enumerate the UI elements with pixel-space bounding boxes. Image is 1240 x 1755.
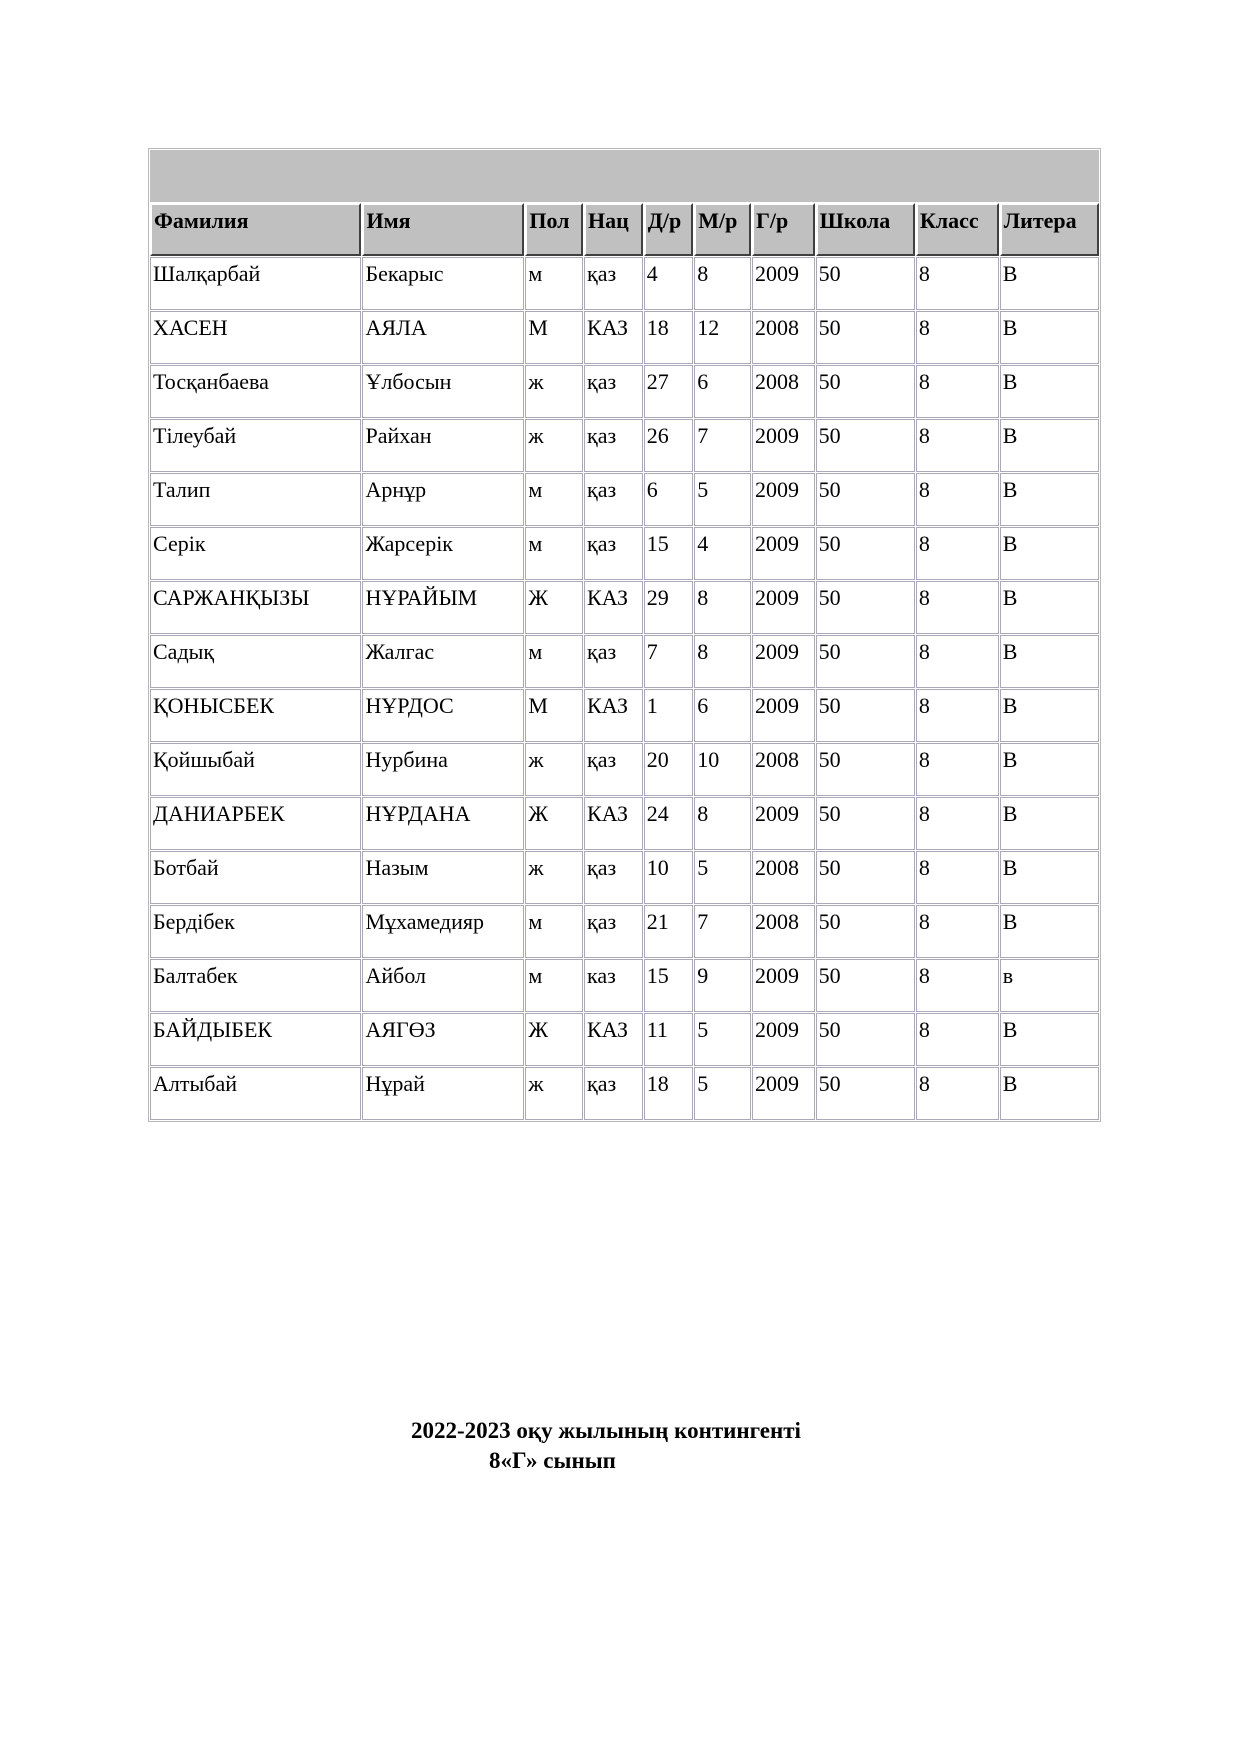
table-row [150,257,1099,310]
cell-letter: В [1000,257,1099,310]
cell-name: Райхан [362,419,524,472]
cell-birth-month: 9 [694,959,751,1012]
table-row [150,743,1099,796]
cell-name: Мұхамедияр [362,905,524,958]
cell-birth-year: 2008 [752,851,815,904]
title-bar-cell [150,150,1099,202]
cell-school: 50 [816,581,915,634]
cell-letter: В [1000,635,1099,688]
cell-letter: В [1000,689,1099,742]
cell-birth-day: 7 [644,635,694,688]
cell-birth-day: 15 [644,959,694,1012]
cell-nationality: қаз [584,527,643,580]
cell-class: 8 [916,527,999,580]
cell-name: НҰРДОС [362,689,524,742]
cell-letter: в [1000,959,1099,1012]
cell-gender: Ж [525,1013,583,1066]
header-name: Имя [362,203,524,256]
header-class: Класс [916,203,999,256]
cell-name: АЯГӨЗ [362,1013,524,1066]
cell-school: 50 [816,797,915,850]
table-body [150,257,1099,1120]
cell-birth-day: 1 [644,689,694,742]
cell-school: 50 [816,635,915,688]
cell-class: 8 [916,473,999,526]
cell-class: 8 [916,689,999,742]
cell-birth-month: 12 [694,311,751,364]
cell-nationality: қаз [584,743,643,796]
footer-title: 2022-2023 оқу жылының контингенті [411,1418,801,1443]
cell-birth-year: 2009 [752,1013,815,1066]
cell-gender: м [525,257,583,310]
cell-class: 8 [916,743,999,796]
cell-school: 50 [816,1013,915,1066]
table-row [150,419,1099,472]
cell-birth-year: 2008 [752,905,815,958]
cell-class: 8 [916,581,999,634]
cell-birth-day: 10 [644,851,694,904]
cell-name: НҰРДАНА [362,797,524,850]
header-surname: Фамилия [150,203,361,256]
cell-birth-month: 8 [694,581,751,634]
cell-gender: Ж [525,797,583,850]
cell-letter: В [1000,581,1099,634]
cell-birth-month: 8 [694,257,751,310]
table-row [150,1013,1099,1066]
cell-gender: м [525,635,583,688]
cell-surname: Қойшыбай [150,743,361,796]
cell-school: 50 [816,257,915,310]
cell-school: 50 [816,743,915,796]
cell-surname: ХАСЕН [150,311,361,364]
cell-name: Жарсерік [362,527,524,580]
table-row [150,635,1099,688]
header-gender: Пол [525,203,583,256]
table-title-bar [150,150,1099,202]
cell-birth-month: 8 [694,797,751,850]
cell-nationality: қаз [584,473,643,526]
cell-birth-day: 21 [644,905,694,958]
cell-birth-year: 2009 [752,797,815,850]
cell-nationality: КАЗ [584,311,643,364]
cell-birth-day: 20 [644,743,694,796]
cell-surname: Серік [150,527,361,580]
cell-school: 50 [816,473,915,526]
cell-gender: М [525,311,583,364]
cell-name: Нурбина [362,743,524,796]
cell-birth-year: 2009 [752,419,815,472]
cell-class: 8 [916,959,999,1012]
cell-gender: ж [525,743,583,796]
cell-birth-month: 10 [694,743,751,796]
header-school: Школа [816,203,915,256]
cell-birth-year: 2009 [752,581,815,634]
cell-gender: ж [525,851,583,904]
cell-birth-day: 29 [644,581,694,634]
cell-birth-year: 2008 [752,311,815,364]
cell-surname: САРЖАНҚЫЗЫ [150,581,361,634]
cell-name: Бекарыс [362,257,524,310]
cell-class: 8 [916,365,999,418]
cell-nationality: қаз [584,905,643,958]
cell-school: 50 [816,311,915,364]
header-birth-month: М/р [694,203,751,256]
cell-name: Арнұр [362,473,524,526]
cell-class: 8 [916,419,999,472]
cell-nationality: қаз [584,257,643,310]
cell-birth-month: 8 [694,635,751,688]
cell-class: 8 [916,1067,999,1120]
cell-birth-year: 2009 [752,959,815,1012]
cell-birth-month: 4 [694,527,751,580]
cell-school: 50 [816,851,915,904]
cell-school: 50 [816,905,915,958]
cell-birth-day: 15 [644,527,694,580]
cell-birth-year: 2009 [752,635,815,688]
table-row [150,365,1099,418]
cell-birth-month: 6 [694,365,751,418]
cell-class: 8 [916,257,999,310]
cell-class: 8 [916,797,999,850]
cell-letter: В [1000,743,1099,796]
table-row [150,905,1099,958]
cell-nationality: қаз [584,1067,643,1120]
cell-birth-month: 5 [694,1067,751,1120]
cell-birth-day: 26 [644,419,694,472]
cell-surname: ДАНИАРБЕК [150,797,361,850]
cell-school: 50 [816,1067,915,1120]
cell-class: 8 [916,851,999,904]
cell-birth-day: 18 [644,1067,694,1120]
cell-surname: Алтыбай [150,1067,361,1120]
cell-letter: В [1000,1067,1099,1120]
cell-birth-day: 27 [644,365,694,418]
cell-nationality: КАЗ [584,689,643,742]
cell-nationality: каз [584,959,643,1012]
cell-nationality: КАЗ [584,797,643,850]
cell-gender: ж [525,419,583,472]
cell-name: АЯЛА [362,311,524,364]
header-letter: Литера [1000,203,1099,256]
footer-class-label: 8«Г» сынып [489,1448,616,1473]
cell-gender: м [525,527,583,580]
cell-name: НҰРАЙЫМ [362,581,524,634]
cell-birth-year: 2008 [752,365,815,418]
cell-nationality: қаз [584,635,643,688]
cell-gender: Ж [525,581,583,634]
cell-school: 50 [816,527,915,580]
cell-surname: ҚОНЫСБЕК [150,689,361,742]
table-row [150,851,1099,904]
cell-school: 50 [816,365,915,418]
cell-nationality: КАЗ [584,581,643,634]
cell-gender: м [525,959,583,1012]
cell-gender: м [525,473,583,526]
cell-name: Жалгас [362,635,524,688]
header-row [150,203,1099,256]
cell-nationality: КАЗ [584,1013,643,1066]
header-birth-year: Г/р [752,203,815,256]
cell-birth-year: 2009 [752,689,815,742]
cell-birth-year: 2008 [752,743,815,796]
cell-birth-month: 7 [694,419,751,472]
cell-surname: БАЙДЫБЕК [150,1013,361,1066]
table-row [150,1067,1099,1120]
cell-birth-month: 5 [694,473,751,526]
cell-birth-day: 11 [644,1013,694,1066]
cell-class: 8 [916,311,999,364]
cell-birth-month: 5 [694,1013,751,1066]
cell-letter: В [1000,1013,1099,1066]
cell-birth-day: 18 [644,311,694,364]
cell-birth-month: 6 [694,689,751,742]
cell-letter: В [1000,419,1099,472]
cell-birth-year: 2009 [752,473,815,526]
cell-birth-year: 2009 [752,257,815,310]
cell-school: 50 [816,959,915,1012]
table-row [150,959,1099,1012]
cell-surname: Шалқарбай [150,257,361,310]
cell-name: Нұрай [362,1067,524,1120]
cell-nationality: қаз [584,419,643,472]
table-row [150,473,1099,526]
table-row [150,527,1099,580]
cell-surname: Тілеубай [150,419,361,472]
cell-surname: Садық [150,635,361,688]
cell-birth-year: 2009 [752,1067,815,1120]
table-row [150,581,1099,634]
cell-surname: Бердібек [150,905,361,958]
cell-birth-day: 24 [644,797,694,850]
cell-class: 8 [916,1013,999,1066]
cell-surname: Талип [150,473,361,526]
cell-letter: В [1000,365,1099,418]
cell-birth-day: 6 [644,473,694,526]
cell-birth-month: 7 [694,905,751,958]
table-row [150,797,1099,850]
cell-class: 8 [916,635,999,688]
table-row [150,311,1099,364]
cell-letter: В [1000,797,1099,850]
cell-class: 8 [916,905,999,958]
cell-birth-month: 5 [694,851,751,904]
cell-surname: Тосқанбаева [150,365,361,418]
cell-letter: В [1000,311,1099,364]
cell-birth-day: 4 [644,257,694,310]
cell-birth-year: 2009 [752,527,815,580]
cell-gender: М [525,689,583,742]
cell-letter: В [1000,905,1099,958]
cell-nationality: қаз [584,365,643,418]
cell-school: 50 [816,419,915,472]
cell-letter: В [1000,473,1099,526]
cell-nationality: қаз [584,851,643,904]
cell-letter: В [1000,851,1099,904]
cell-name: Айбол [362,959,524,1012]
cell-letter: В [1000,527,1099,580]
header-birth-day: Д/р [644,203,694,256]
cell-name: Ұлбосын [362,365,524,418]
cell-gender: ж [525,365,583,418]
cell-gender: м [525,905,583,958]
cell-surname: Балтабек [150,959,361,1012]
header-nationality: Нац [584,203,643,256]
cell-gender: ж [525,1067,583,1120]
table-row [150,689,1099,742]
cell-name: Назым [362,851,524,904]
cell-surname: Ботбай [150,851,361,904]
cell-school: 50 [816,689,915,742]
student-roster-table [148,148,1101,1122]
